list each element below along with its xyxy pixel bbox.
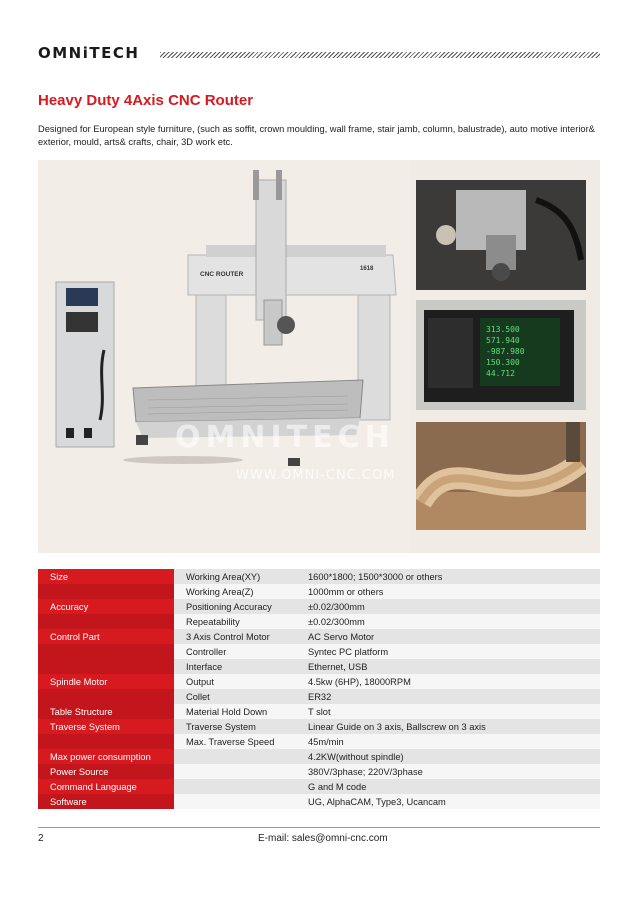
spec-category (38, 734, 174, 749)
screen-value-1: 313.500 (486, 325, 520, 334)
screen-value-2: 571.940 (486, 336, 520, 345)
spec-row (38, 704, 600, 719)
spec-value: Ethernet, USB (296, 659, 600, 674)
spec-item: Working Area(XY) (174, 569, 296, 584)
watermark-logo: OMNITECH (175, 420, 395, 455)
page-number: 2 (38, 833, 44, 844)
specifications-table (38, 569, 600, 809)
screen-value-4: 150.300 (486, 358, 520, 367)
page-header (38, 44, 600, 64)
spec-item: Repeatability (174, 614, 296, 629)
spec-row (38, 719, 600, 734)
spec-item: Material Hold Down (174, 704, 296, 719)
watermark-url: WWW.OMNI-CNC.COM (236, 468, 396, 483)
spec-value: ±0.02/300mm (296, 599, 600, 614)
spec-value: AC Servo Motor (296, 629, 600, 644)
spec-row (38, 644, 600, 659)
spec-value: 1000mm or others (296, 584, 600, 599)
footer-divider (38, 827, 600, 828)
carved-wood-photo (416, 422, 586, 530)
spec-item (174, 779, 296, 794)
spec-value: Syntec PC platform (296, 644, 600, 659)
spec-category: Spindle Motor (38, 674, 174, 689)
spec-row (38, 734, 600, 749)
spec-value: 380V/3phase; 220V/3phase (296, 764, 600, 779)
spec-category: Table Structure (38, 704, 174, 719)
spec-category (38, 584, 174, 599)
spec-category (38, 644, 174, 659)
spec-row (38, 629, 600, 644)
spec-value: G and M code (296, 779, 600, 794)
spec-value: 1600*1800; 1500*3000 or others (296, 569, 600, 584)
spec-value: 4.2KW(without spindle) (296, 749, 600, 764)
spec-item: Output (174, 674, 296, 689)
machine-model: 1618 (360, 266, 374, 272)
spec-row (38, 614, 600, 629)
cnc-router-photo (38, 160, 410, 553)
spec-row (38, 749, 600, 764)
spec-category: Control Part (38, 629, 174, 644)
spec-value: 4.5kw (6HP), 18000RPM (296, 674, 600, 689)
controller-screen-photo (416, 300, 586, 410)
spec-row (38, 779, 600, 794)
spec-row (38, 689, 600, 704)
spec-row (38, 584, 600, 599)
spec-value: T slot (296, 704, 600, 719)
spec-value: Linear Guide on 3 axis, Ballscrew on 3 axis (296, 719, 600, 734)
spec-category: Size (38, 569, 174, 584)
spec-category (38, 659, 174, 674)
spec-item (174, 794, 296, 809)
spec-item (174, 764, 296, 779)
machine-label: CNC ROUTER (200, 271, 244, 278)
spec-value: UG, AlphaCAM, Type3, Ucancam (296, 794, 600, 809)
spindle-head-photo (416, 180, 586, 290)
spec-item: Traverse System (174, 719, 296, 734)
spec-item: Working Area(Z) (174, 584, 296, 599)
spec-category: Accuracy (38, 599, 174, 614)
spec-item (174, 749, 296, 764)
spec-row (38, 569, 600, 584)
contact-email: E-mail: sales@omni-cnc.com (258, 833, 388, 844)
spec-value: ±0.02/300mm (296, 614, 600, 629)
screen-value-5: 44.712 (486, 369, 515, 378)
spec-row (38, 674, 600, 689)
product-description: Designed for European style furniture, (such as soffit, crown moulding, wall frame, stair jamb, column, balustrade), auto motive interior& exterior, mould, arts& crafts, chair, 3D work etc. (38, 124, 595, 147)
spec-category: Software (38, 794, 174, 809)
header-divider (160, 52, 600, 58)
spec-item: Interface (174, 659, 296, 674)
page-title: Heavy Duty 4Axis CNC Router (38, 92, 254, 109)
spec-row (38, 659, 600, 674)
spec-category: Power Source (38, 764, 174, 779)
spec-item: 3 Axis Control Motor (174, 629, 296, 644)
spec-item: Max. Traverse Speed (174, 734, 296, 749)
spec-row (38, 794, 600, 809)
spec-category: Traverse System (38, 719, 174, 734)
spec-item: Collet (174, 689, 296, 704)
photo-panel (38, 160, 600, 553)
screen-value-3: -987.980 (486, 347, 525, 356)
omnitech-logo: OMNiTECH (38, 44, 140, 62)
spec-category: Max power consumption (38, 749, 174, 764)
spec-category: Command Language (38, 779, 174, 794)
spec-category (38, 689, 174, 704)
spec-category (38, 614, 174, 629)
spec-item: Controller (174, 644, 296, 659)
spec-value: ER32 (296, 689, 600, 704)
spec-row (38, 764, 600, 779)
spec-row (38, 599, 600, 614)
spec-value: 45m/min (296, 734, 600, 749)
spec-item: Positioning Accuracy (174, 599, 296, 614)
